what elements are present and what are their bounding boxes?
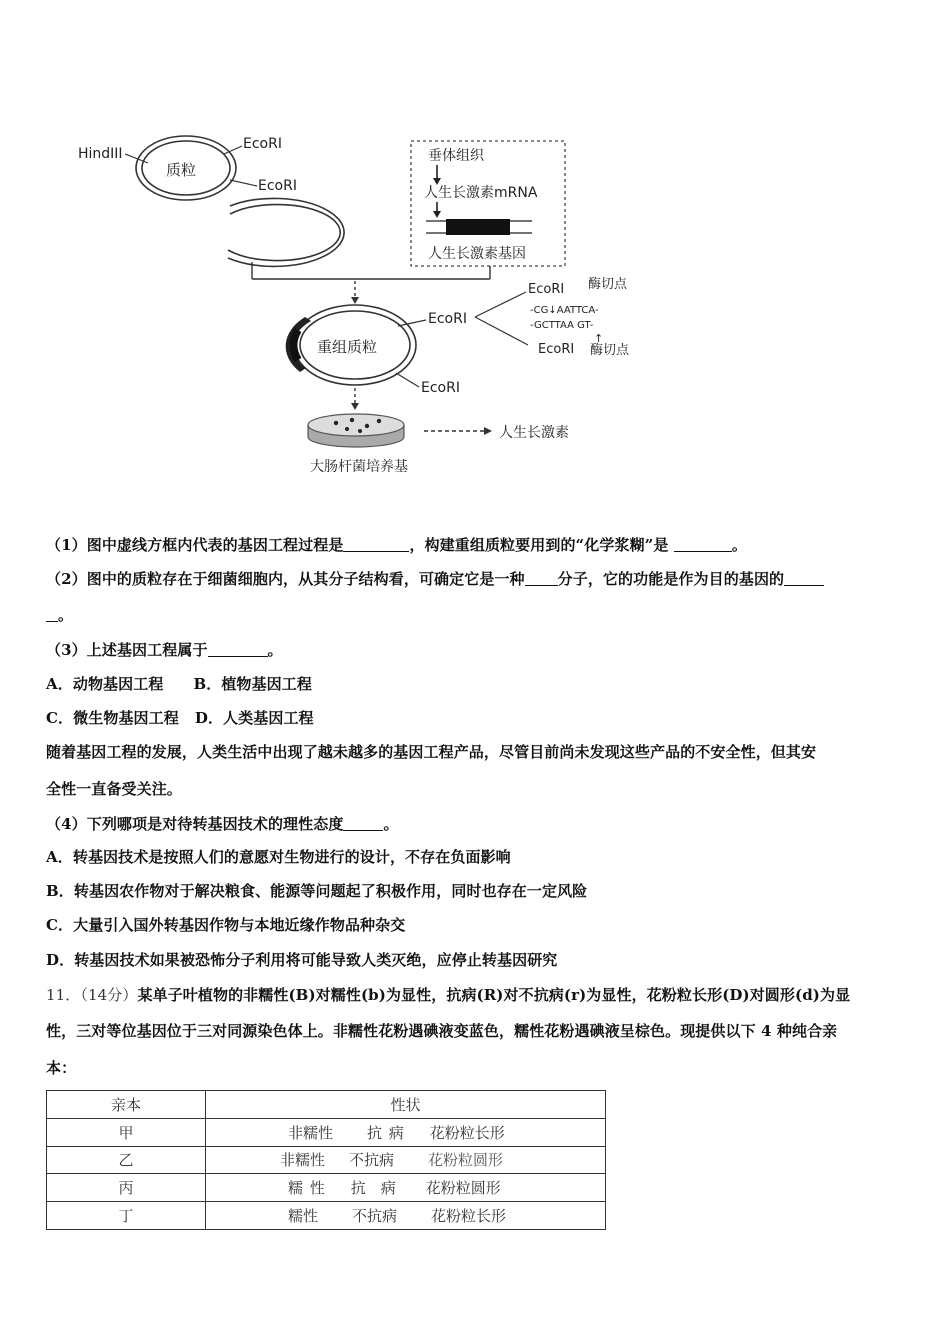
q3-option-c[interactable]: C．微生物基因工程	[46, 709, 179, 727]
trait-1: 糯性	[288, 1207, 319, 1226]
opened-plasmid	[228, 198, 344, 266]
q11-line-2: 性，三对等位基因位于三对同源染色体上。非糯性花粉遇碘液变蓝色，糯性花粉遇碘液呈棕色。现提供以下 4 种纯合亲	[46, 1022, 838, 1040]
table-header-row	[47, 1091, 606, 1119]
table-row	[47, 1174, 606, 1202]
trait-3: 花粉粒圆形	[425, 1179, 501, 1198]
parent-cell: 丙	[47, 1174, 206, 1202]
trait-1: 糯 性	[288, 1179, 325, 1198]
trait-1: 非糯性	[280, 1151, 326, 1170]
gene-dna-block	[446, 219, 510, 235]
q11-text-1: 某单子叶植物的非糯性(B)对糯性(b)为显性，抗病(R)对不抗病(r)为显性，花粉粒长形(D)对圆形(d)为显	[137, 986, 851, 1004]
arrow-1-head	[433, 178, 441, 185]
traits-cell	[206, 1146, 606, 1174]
q2-text-3: 。	[58, 606, 74, 624]
trait-3: 花粉粒长形	[431, 1207, 507, 1226]
parent-cell: 乙	[47, 1146, 206, 1174]
trait-2: 抗 病	[350, 1179, 396, 1198]
dashed-arrow-right-head	[484, 427, 492, 435]
arrow-2-head	[433, 211, 441, 218]
pituitary-label: 垂体组织	[428, 148, 484, 164]
q1-text-2: ，构建重组质粒要用到的“化学浆糊”是	[409, 536, 674, 554]
traits-cell	[206, 1118, 606, 1146]
q4-option-b[interactable]: B．转基因农作物对于解决粮食、能源等问题起了积极作用，同时也存在一定风险	[46, 882, 588, 900]
bracket-line-bottom	[475, 317, 528, 345]
table-row	[47, 1118, 606, 1146]
passage-line-2: 全性一直备受关注。	[46, 780, 182, 798]
q11-line-3: 本：	[46, 1059, 77, 1077]
q4-blank[interactable]	[343, 816, 383, 831]
cut-site-label-2: 酶切点	[590, 343, 630, 358]
ecori-label-3: EcoRI	[428, 311, 467, 327]
q4-option-d[interactable]: D．转基因技术如果被恐怖分子利用将可能导致人类灭绝，应停止转基因研究	[46, 951, 558, 969]
trait-2: 不抗病	[349, 1151, 395, 1170]
trait-1: 非糯性	[288, 1123, 334, 1142]
q4-option-c[interactable]: C．大量引入国外转基因作物与本地近缘作物品种杂交	[46, 916, 406, 934]
trait-3: 花粉粒圆形	[428, 1151, 504, 1170]
trait-2: 不抗病	[352, 1207, 398, 1226]
q4-option-a[interactable]: A．转基因技术是按照人们的意愿对生物进行的设计，不存在负面影响	[46, 848, 511, 866]
q2-blank-2[interactable]	[784, 571, 824, 586]
q2-line-cont	[46, 605, 73, 625]
q4-stem-text-2: 。	[383, 815, 399, 833]
ecori-pointer-4	[396, 373, 419, 387]
gene-engineering-diagram	[0, 0, 950, 520]
header-traits: 性状	[206, 1091, 606, 1119]
q2-blank-1[interactable]	[525, 571, 558, 586]
q11-line-1	[46, 985, 850, 1005]
ecori-label-6: EcoRI	[538, 342, 575, 357]
ecori-label-5: EcoRI	[528, 282, 565, 297]
ecori-label-4: EcoRI	[421, 380, 460, 396]
q3-blank[interactable]	[208, 642, 268, 657]
cut-site-label-1: 酶切点	[588, 277, 628, 292]
q4-stem	[46, 814, 399, 834]
recombinant-label: 重组质粒	[317, 338, 378, 356]
header-parent: 亲本	[47, 1091, 206, 1119]
q2-text-1: （2）图中的质粒存在于细菌细胞内，从其分子结构看，可确定它是一种	[46, 570, 525, 588]
q3-options-cd	[46, 708, 314, 728]
dashed-arrow-down-1-head	[351, 297, 359, 304]
sequence-arrow-up: ↑	[594, 332, 604, 345]
medium-label: 大肠杆菌培养基	[310, 459, 408, 475]
petri-dish	[308, 414, 404, 447]
sequence-top: -CG↓AATTCA-	[530, 305, 599, 316]
bracket-line-top	[475, 292, 526, 317]
traits-cell	[206, 1202, 606, 1230]
q2-text-2: 分子，它的功能是作为目的基因的	[557, 570, 785, 588]
q1-blank-1[interactable]	[343, 537, 409, 552]
mrna-label: 人生长激素mRNA	[424, 185, 538, 201]
q3-stem-text-1: （3）上述基因工程属于	[46, 641, 208, 659]
sequence-bottom: -GCTTAA GT-	[530, 320, 594, 331]
q3-option-b[interactable]: B．植物基因工程	[193, 675, 312, 693]
parent-cell: 甲	[47, 1118, 206, 1146]
q3-option-d[interactable]: D．人类基因工程	[194, 709, 314, 727]
plasmid-label: 质粒	[166, 161, 197, 179]
ecori-label-2: EcoRI	[258, 178, 297, 194]
q11-number: 11．（14分）	[46, 986, 138, 1004]
trait-3: 花粉粒长形	[429, 1123, 505, 1142]
ecori-pointer-3	[398, 320, 426, 326]
hindiii-label: HindIII	[78, 146, 123, 162]
parent-cell: 丁	[47, 1202, 206, 1230]
product-label: 人生长激素	[499, 425, 569, 441]
q1-text-1: （1）图中虚线方框内代表的基因工程过程是	[46, 536, 344, 554]
gene-label: 人生长激素基因	[428, 246, 526, 262]
q3-stem-text-2: 。	[267, 641, 283, 659]
q1-blank-2[interactable]	[674, 537, 732, 552]
ecori-pointer-2	[230, 180, 257, 186]
q1-text-3: 。	[731, 536, 747, 554]
q3-stem	[46, 640, 283, 660]
dashed-arrow-down-2-head	[351, 403, 359, 410]
q3-option-a[interactable]: A．动物基因工程	[46, 675, 164, 693]
q2-blank-2-cont[interactable]	[46, 607, 58, 622]
parents-table	[46, 1090, 606, 1230]
passage-line-1: 随着基因工程的发展，人类生活中出现了越未越多的基因工程产品，尽管目前尚未发现这些产品的不安全性，但其安	[46, 743, 817, 761]
q3-options-ab	[46, 674, 312, 694]
ecori-label-1: EcoRI	[243, 136, 282, 152]
q1-line	[46, 535, 747, 555]
traits-cell	[206, 1174, 606, 1202]
trait-2: 抗 病	[367, 1123, 404, 1142]
table-row	[47, 1146, 606, 1174]
table-row	[47, 1202, 606, 1230]
q4-stem-text-1: （4）下列哪项是对待转基因技术的理性态度	[46, 815, 344, 833]
q2-line	[46, 569, 824, 589]
